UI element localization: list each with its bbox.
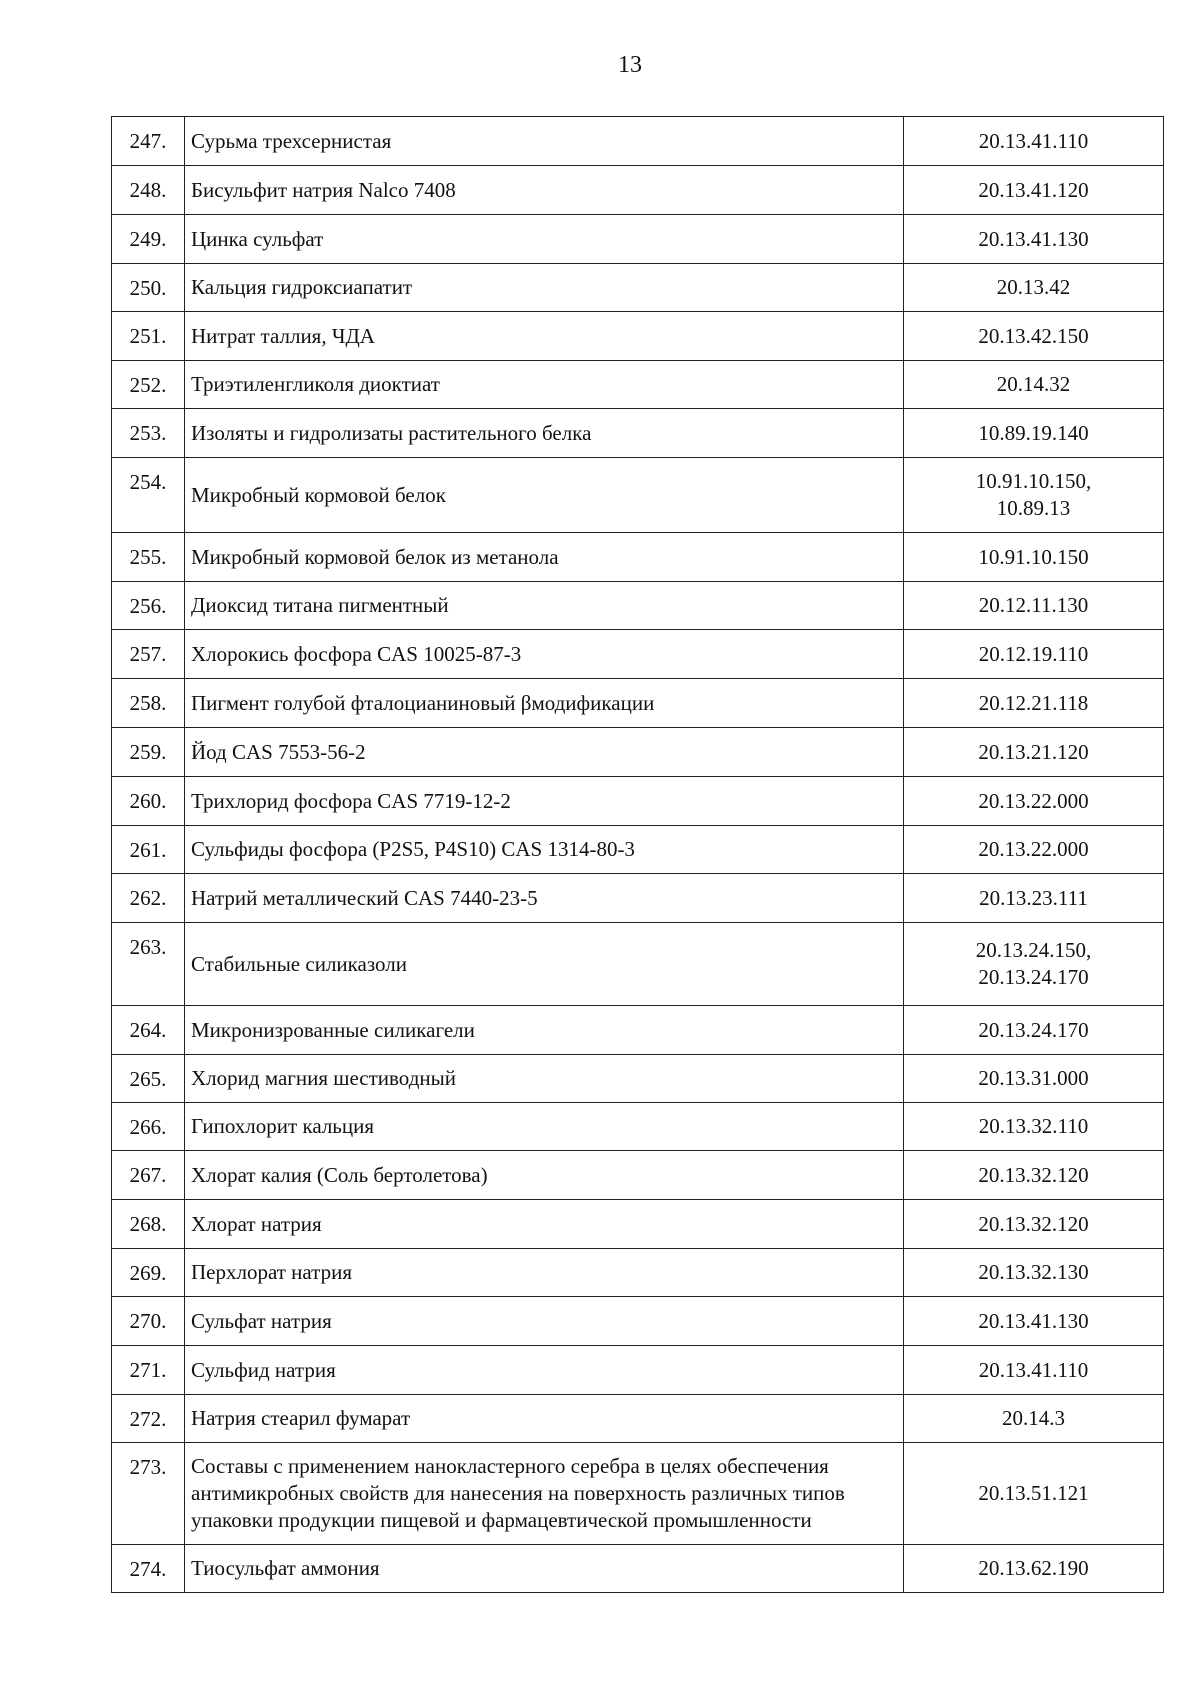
substance-name: Хлорат натрия [185, 1200, 904, 1249]
table-row [112, 826, 1164, 874]
substance-name: Гипохлорит кальция [185, 1103, 904, 1151]
substance-name: Хлорид магния шестиводный [185, 1055, 904, 1103]
substance-name: Хлорат калия (Соль бертолетова) [185, 1151, 904, 1200]
okpd-code: 20.13.41.110 [904, 1346, 1164, 1395]
table-row [112, 777, 1164, 826]
row-number: 250. [112, 264, 185, 312]
substance-name: Изоляты и гидролизаты растительного белка [185, 409, 904, 458]
row-number: 256. [112, 582, 185, 630]
substance-name: Тиосульфат аммония [185, 1545, 904, 1593]
substance-name: Сульфат натрия [185, 1297, 904, 1346]
table-row [112, 582, 1164, 630]
table-row [112, 117, 1164, 166]
table-row [112, 630, 1164, 679]
table-row [112, 215, 1164, 264]
okpd-code: 20.14.32 [904, 361, 1164, 409]
row-number: 257. [112, 630, 185, 679]
okpd-code: 20.13.51.121 [904, 1443, 1164, 1545]
substance-name: Натрий металлический CAS 7440-23-5 [185, 874, 904, 923]
table-row [112, 361, 1164, 409]
page-number: 13 [618, 52, 642, 78]
okpd-code: 20.13.32.120 [904, 1200, 1164, 1249]
row-number: 258. [112, 679, 185, 728]
table-row [112, 409, 1164, 458]
okpd-code: 10.91.10.150 [904, 533, 1164, 582]
okpd-code: 20.13.42.150 [904, 312, 1164, 361]
row-number: 270. [112, 1297, 185, 1346]
okpd-code: 20.13.32.110 [904, 1103, 1164, 1151]
row-number: 268. [112, 1200, 185, 1249]
substance-name: Сульфид натрия [185, 1346, 904, 1395]
substance-name: Натрия стеарил фумарат [185, 1395, 904, 1443]
substance-name: Микробный кормовой белок из метанола [185, 533, 904, 582]
okpd-code: 20.13.42 [904, 264, 1164, 312]
table-row [112, 679, 1164, 728]
row-number: 263. [112, 923, 185, 1006]
table-row [112, 166, 1164, 215]
row-number: 255. [112, 533, 185, 582]
okpd-code: 20.13.32.120 [904, 1151, 1164, 1200]
table-row [112, 728, 1164, 777]
table-row [112, 1055, 1164, 1103]
row-number: 267. [112, 1151, 185, 1200]
row-number: 274. [112, 1545, 185, 1593]
okpd-code: 10.91.10.150, 10.89.13 [904, 458, 1164, 533]
row-number: 260. [112, 777, 185, 826]
okpd-code: 20.13.24.170 [904, 1006, 1164, 1055]
substance-name: Хлорокись фосфора CAS 10025-87-3 [185, 630, 904, 679]
substance-name: Бисульфит натрия Nalco 7408 [185, 166, 904, 215]
table-row [112, 1103, 1164, 1151]
row-number: 264. [112, 1006, 185, 1055]
table-row [112, 1545, 1164, 1593]
row-number: 253. [112, 409, 185, 458]
okpd-code: 20.13.62.190 [904, 1545, 1164, 1593]
table-row [112, 1151, 1164, 1200]
table-row [112, 1297, 1164, 1346]
table-row [112, 264, 1164, 312]
substance-name: Триэтиленгликоля диоктиат [185, 361, 904, 409]
substance-name: Стабильные силиказоли [185, 923, 904, 1006]
substance-name: Трихлорид фосфора CAS 7719-12-2 [185, 777, 904, 826]
substance-name: Кальция гидроксиапатит [185, 264, 904, 312]
row-number: 251. [112, 312, 185, 361]
row-number: 273. [112, 1443, 185, 1545]
substance-name: Перхлорат натрия [185, 1249, 904, 1297]
row-number: 272. [112, 1395, 185, 1443]
okpd-code: 20.13.41.120 [904, 166, 1164, 215]
row-number: 271. [112, 1346, 185, 1395]
table-row [112, 1346, 1164, 1395]
okpd-code: 10.89.19.140 [904, 409, 1164, 458]
substance-name: Пигмент голубой фталоцианиновый βмодификации [185, 679, 904, 728]
table-row [112, 923, 1164, 1006]
okpd-code: 20.14.3 [904, 1395, 1164, 1443]
row-number: 261. [112, 826, 185, 874]
row-number: 249. [112, 215, 185, 264]
row-number: 265. [112, 1055, 185, 1103]
okpd-code: 20.13.31.000 [904, 1055, 1164, 1103]
substance-name: Микробный кормовой белок [185, 458, 904, 533]
okpd-code: 20.12.19.110 [904, 630, 1164, 679]
okpd-code: 20.13.21.120 [904, 728, 1164, 777]
okpd-code: 20.13.41.110 [904, 117, 1164, 166]
okpd-code: 20.13.24.150, 20.13.24.170 [904, 923, 1164, 1006]
substances-table [111, 116, 1164, 1593]
substance-name: Йод CAS 7553-56-2 [185, 728, 904, 777]
substance-name: Цинка сульфат [185, 215, 904, 264]
substance-name: Нитрат таллия, ЧДА [185, 312, 904, 361]
row-number: 248. [112, 166, 185, 215]
okpd-code: 20.13.41.130 [904, 215, 1164, 264]
okpd-code: 20.13.32.130 [904, 1249, 1164, 1297]
okpd-code: 20.13.41.130 [904, 1297, 1164, 1346]
okpd-code: 20.12.21.118 [904, 679, 1164, 728]
okpd-code: 20.13.22.000 [904, 777, 1164, 826]
table-row [112, 1443, 1164, 1545]
substance-name: Диоксид титана пигментный [185, 582, 904, 630]
table-row [112, 458, 1164, 533]
substance-name: Сульфиды фосфора (P2S5, P4S10) CAS 1314-80-3 [185, 826, 904, 874]
table-row [112, 533, 1164, 582]
row-number: 254. [112, 458, 185, 533]
okpd-code: 20.13.22.000 [904, 826, 1164, 874]
okpd-code: 20.13.23.111 [904, 874, 1164, 923]
row-number: 259. [112, 728, 185, 777]
row-number: 252. [112, 361, 185, 409]
row-number: 269. [112, 1249, 185, 1297]
table-row [112, 1200, 1164, 1249]
table-row [112, 874, 1164, 923]
okpd-code: 20.12.11.130 [904, 582, 1164, 630]
row-number: 247. [112, 117, 185, 166]
row-number: 266. [112, 1103, 185, 1151]
table-row [112, 1395, 1164, 1443]
substance-name: Составы с применением нанокластерного серебра в целях обеспечения антимикробных свойств для нанесения на поверхность различных типов упаковки продукции пищевой и фармацевтической промышленности [185, 1443, 904, 1545]
substance-name: Сурьма трехсернистая [185, 117, 904, 166]
table-row [112, 1006, 1164, 1055]
table-row [112, 1249, 1164, 1297]
substance-name: Микронизрованные силикагели [185, 1006, 904, 1055]
table-row [112, 312, 1164, 361]
table-body [112, 117, 1164, 1593]
row-number: 262. [112, 874, 185, 923]
